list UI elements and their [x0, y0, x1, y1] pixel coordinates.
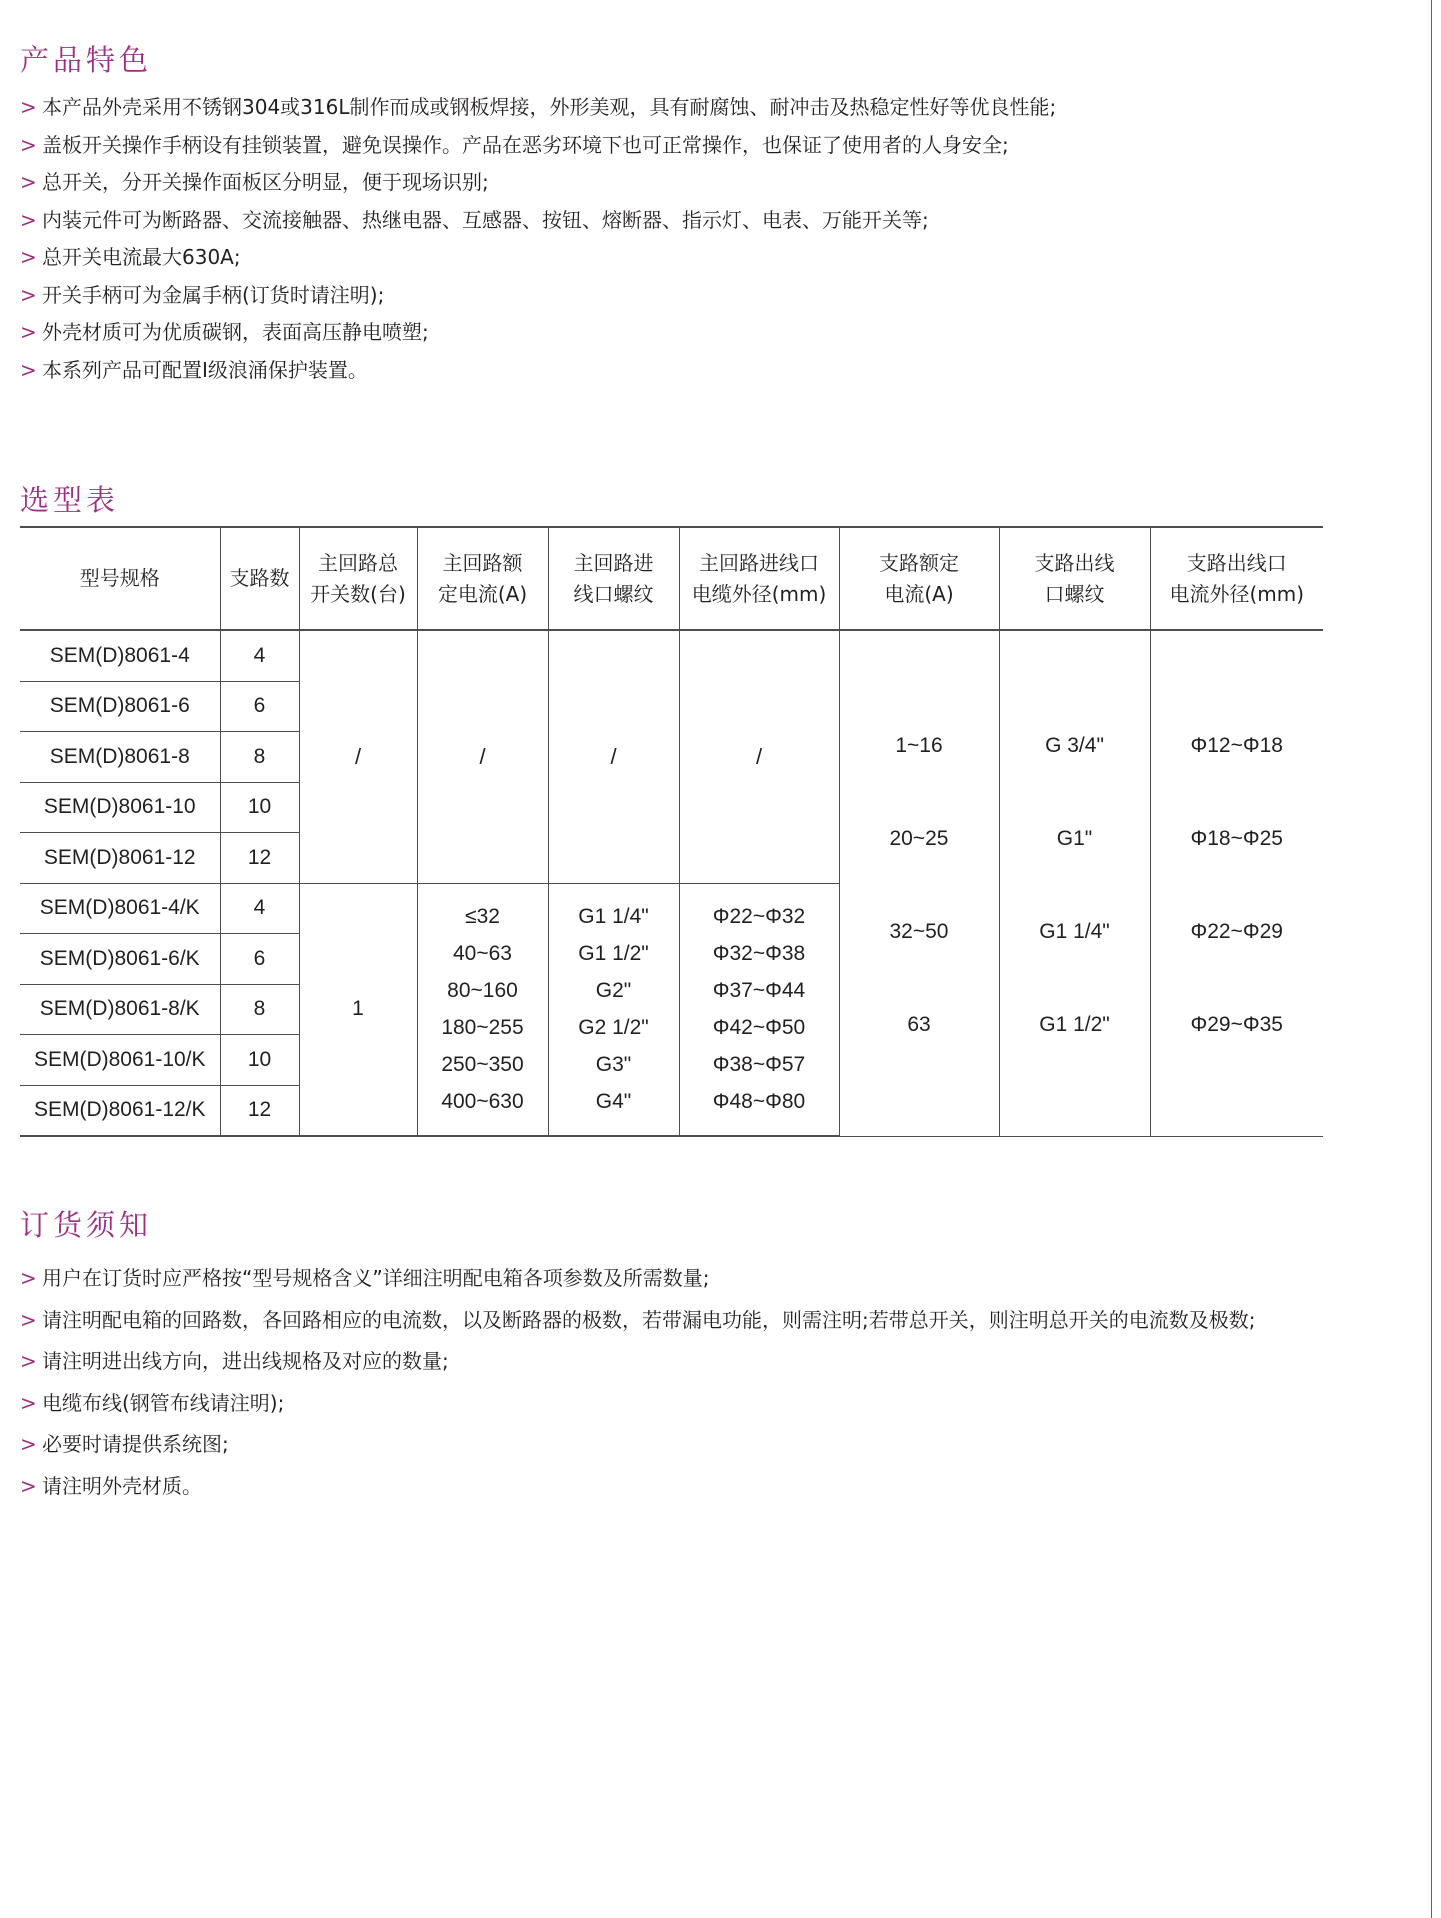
branch-current-value: 1~16 — [895, 734, 943, 757]
col-header-branches: 支路数 — [220, 527, 299, 630]
list-item: > 请注明进出线方向，进出线规格及对应的数量; — [20, 1341, 1330, 1383]
selection-table — [20, 526, 1323, 1137]
branch-count-cell: 12 — [220, 1085, 299, 1136]
greater-than-arrow-icon: > — [20, 357, 37, 382]
model-cell: SEM(D)8061-12/K — [20, 1085, 220, 1136]
greater-than-arrow-icon: > — [20, 170, 37, 194]
model-cell: SEM(D)8061-12 — [20, 833, 220, 884]
main-switch-count-cell: / — [299, 630, 417, 883]
list-item: > 总开关电流最大630A; — [20, 239, 1330, 277]
ordering-title: 订货须知 — [20, 1208, 153, 1242]
branch-dia-value: Φ29~Φ35 — [1190, 1013, 1283, 1036]
main-switch-count-cell: 1 — [299, 883, 417, 1136]
col-header-main-current: 主回路额 定电流(A) — [417, 527, 548, 630]
model-cell: SEM(D)8061-8 — [20, 732, 220, 783]
list-item: > 必要时请提供系统图; — [20, 1424, 1330, 1466]
table-row — [20, 630, 1323, 681]
branch-dia-value: Φ22~Φ29 — [1190, 920, 1283, 943]
list-item: > 本系列产品可配置Ⅰ级浪涌保护装置。 — [20, 352, 1330, 390]
branch-count-cell: 8 — [220, 984, 299, 1035]
col-header-branch-dia: 支路出线口 电流外径(mm) — [1150, 527, 1323, 630]
branch-dia-value: Φ18~Φ25 — [1190, 827, 1283, 850]
col-header-main-thread: 主回路进 线口螺纹 — [548, 527, 679, 630]
branch-count-cell: 6 — [220, 934, 299, 985]
model-cell: SEM(D)8061-10 — [20, 782, 220, 833]
branch-count-cell: 12 — [220, 833, 299, 884]
list-item: > 请注明配电箱的回路数，各回路相应的电流数，以及断路器的极数，若带漏电功能，则需注明;若带总开关，则注明总开关的电流数及极数; — [20, 1300, 1330, 1342]
features-list — [20, 89, 1330, 389]
branch-thread-cell — [999, 630, 1150, 1136]
branch-thread-value: G1 1/2" — [1039, 1013, 1110, 1036]
main-thread-cell: G1 1/4" G1 1/2" G2" G2 1/2" G3" G4" — [548, 883, 679, 1136]
branch-current-value: 32~50 — [889, 920, 949, 943]
table-header-row — [20, 527, 1323, 630]
model-cell: SEM(D)8061-4/K — [20, 883, 220, 934]
list-item: > 总开关，分开关操作面板区分明显，便于现场识别; — [20, 164, 1330, 202]
list-item: > 用户在订货时应严格按“型号规格含义”详细注明配电箱各项参数及所需数量; — [20, 1258, 1330, 1300]
branch-count-cell: 10 — [220, 782, 299, 833]
model-cell: SEM(D)8061-4 — [20, 630, 220, 681]
col-header-model: 型号规格 — [20, 527, 220, 630]
selection-title: 选型表 — [20, 483, 120, 517]
main-thread-cell: / — [548, 630, 679, 883]
branch-current-value: 63 — [907, 1013, 931, 1036]
main-cable-dia-cell: / — [679, 630, 839, 883]
branch-thread-value: G 3/4" — [1045, 734, 1104, 757]
list-item: > 外壳材质可为优质碳钢，表面高压静电喷塑; — [20, 314, 1330, 352]
greater-than-arrow-icon: > — [20, 1432, 37, 1456]
list-item: > 内装元件可为断路器、交流接触器、热继电器、互感器、按钮、熔断器、指示灯、电表、万能开关等; — [20, 202, 1330, 240]
main-current-cell: / — [417, 630, 548, 883]
branch-count-cell: 6 — [220, 681, 299, 732]
main-current-cell: ≤32 40~63 80~160 180~255 250~350 400~630 — [417, 883, 548, 1136]
greater-than-arrow-icon: > — [20, 95, 37, 119]
greater-than-arrow-icon: > — [20, 1266, 37, 1290]
main-cable-dia-cell: Φ22~Φ32 Φ32~Φ38 Φ37~Φ44 Φ42~Φ50 Φ38~Φ57 Φ48~Φ80 — [679, 883, 839, 1136]
col-header-main-cable-dia: 主回路进线口 电缆外径(mm) — [679, 527, 839, 630]
col-header-main-switch-count: 主回路总 开关数(台) — [299, 527, 417, 630]
greater-than-arrow-icon: > — [20, 320, 37, 344]
greater-than-arrow-icon: > — [20, 132, 37, 157]
greater-than-arrow-icon: > — [20, 1349, 37, 1373]
model-cell: SEM(D)8061-10/K — [20, 1035, 220, 1086]
page-edge-rule — [1431, 0, 1432, 1918]
branch-count-cell: 4 — [220, 630, 299, 681]
branch-thread-value: G1" — [1056, 827, 1093, 850]
list-item: > 本产品外壳采用不锈钢304或316L制作而成或钢板焊接，外形美观，具有耐腐蚀、耐冲击及热稳定性好等优良性能; — [20, 89, 1330, 127]
greater-than-arrow-icon: > — [20, 207, 37, 232]
list-item: > 开关手柄可为金属手柄(订货时请注明); — [20, 277, 1330, 315]
list-item: > 盖板开关操作手柄设有挂锁装置，避免误操作。产品在恶劣环境下也可正常操作，也保证了使用者的人身安全; — [20, 127, 1330, 165]
greater-than-arrow-icon: > — [20, 245, 37, 269]
list-item: > 电缆布线(钢管布线请注明); — [20, 1383, 1330, 1425]
greater-than-arrow-icon: > — [20, 282, 37, 307]
greater-than-arrow-icon: > — [20, 1390, 37, 1415]
list-item: > 请注明外壳材质。 — [20, 1466, 1330, 1508]
col-header-branch-current: 支路额定 电流(A) — [839, 527, 999, 630]
model-cell: SEM(D)8061-8/K — [20, 984, 220, 1035]
branch-thread-value: G1 1/4" — [1039, 920, 1110, 943]
branch-dia-cell — [1150, 630, 1323, 1136]
model-cell: SEM(D)8061-6/K — [20, 934, 220, 985]
col-header-branch-thread: 支路出线 口螺纹 — [999, 527, 1150, 630]
features-title: 产品特色 — [20, 43, 153, 77]
greater-than-arrow-icon: > — [20, 1307, 37, 1332]
branch-current-cell — [839, 630, 999, 1136]
ordering-list — [20, 1258, 1330, 1507]
branch-count-cell: 8 — [220, 732, 299, 783]
greater-than-arrow-icon: > — [20, 1473, 37, 1498]
branch-dia-value: Φ12~Φ18 — [1190, 734, 1283, 757]
model-cell: SEM(D)8061-6 — [20, 681, 220, 732]
branch-count-cell: 4 — [220, 883, 299, 934]
branch-current-value: 20~25 — [889, 827, 949, 850]
branch-count-cell: 10 — [220, 1035, 299, 1086]
